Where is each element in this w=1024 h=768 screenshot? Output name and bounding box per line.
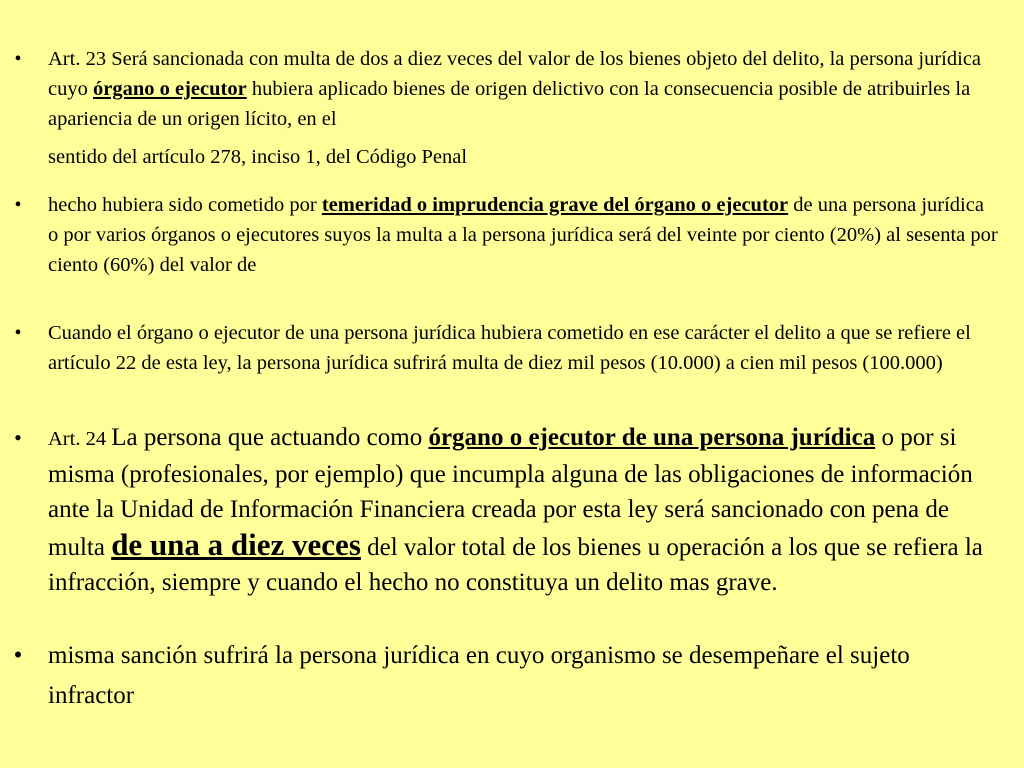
bullet-text [48,44,998,172]
bullet-dot: • [14,48,22,70]
emphasis-una-a-diez-veces: de una a diez veces [111,527,361,562]
text-segment: del valor total de los bienes u operación a los que se refiera la infracción, siempre y cuando el hecho no constituya un delito mas grave. [48,534,983,596]
text-segment: de una persona jurídica o por varios órganos o ejecutores suyos la multa a la persona jurídica será del veinte por ciento (20%) al sesenta por ciento (60%) del valor de [48,194,998,276]
bullet-text [48,190,998,280]
bullet-dot: • [14,425,22,450]
bullet-text: misma sanción sufrirá la persona jurídica en cuyo organismo se desempeñare el sujeto infractor [48,642,910,709]
text-segment-line: sentido del artículo 278, inciso 1, del Código Penal [48,146,468,168]
article-label: Art. 24 [48,428,112,450]
bullet-dot: • [13,642,23,669]
bullet-text [48,420,998,600]
emphasis-organo-ejecutor: órgano o ejecutor [92,78,247,100]
text-segment: o por si misma (profesionales, por ejemplo) que incumpla alguna de las obligaciones de información ante la Unidad de Información Financiera creada por esta ley será sancionado con pena de multa [48,424,973,561]
text-segment: La persona que actuando como [111,424,429,451]
emphasis-organo-persona-juridica: órgano o ejecutor de una persona jurídica [428,424,876,451]
text-segment: Art. 23 Será sancionada con multa de dos a diez veces del valor de los bienes objeto del delito, la persona jurídica cuyo [48,48,982,100]
text-segment: hubiera aplicado bienes de origen delictivo con la consecuencia posible de atribuirles la apariencia de un origen lícito, en el [48,78,971,130]
bullet-dot: • [14,322,22,344]
bullet-dot: • [14,194,22,216]
text-segment: hecho hubiera sido cometido por [48,194,322,216]
bullet-text: Cuando el órgano o ejecutor de una persona jurídica hubiera cometido en ese carácter el delito a que se refiere el artículo 22 de esta ley, la persona jurídica sufrirá multa de diez mil pesos (10.000) a cien mil pesos (100.000) [48,322,971,374]
emphasis-temeridad: temeridad o imprudencia grave del órgano o ejecutor [321,194,789,216]
